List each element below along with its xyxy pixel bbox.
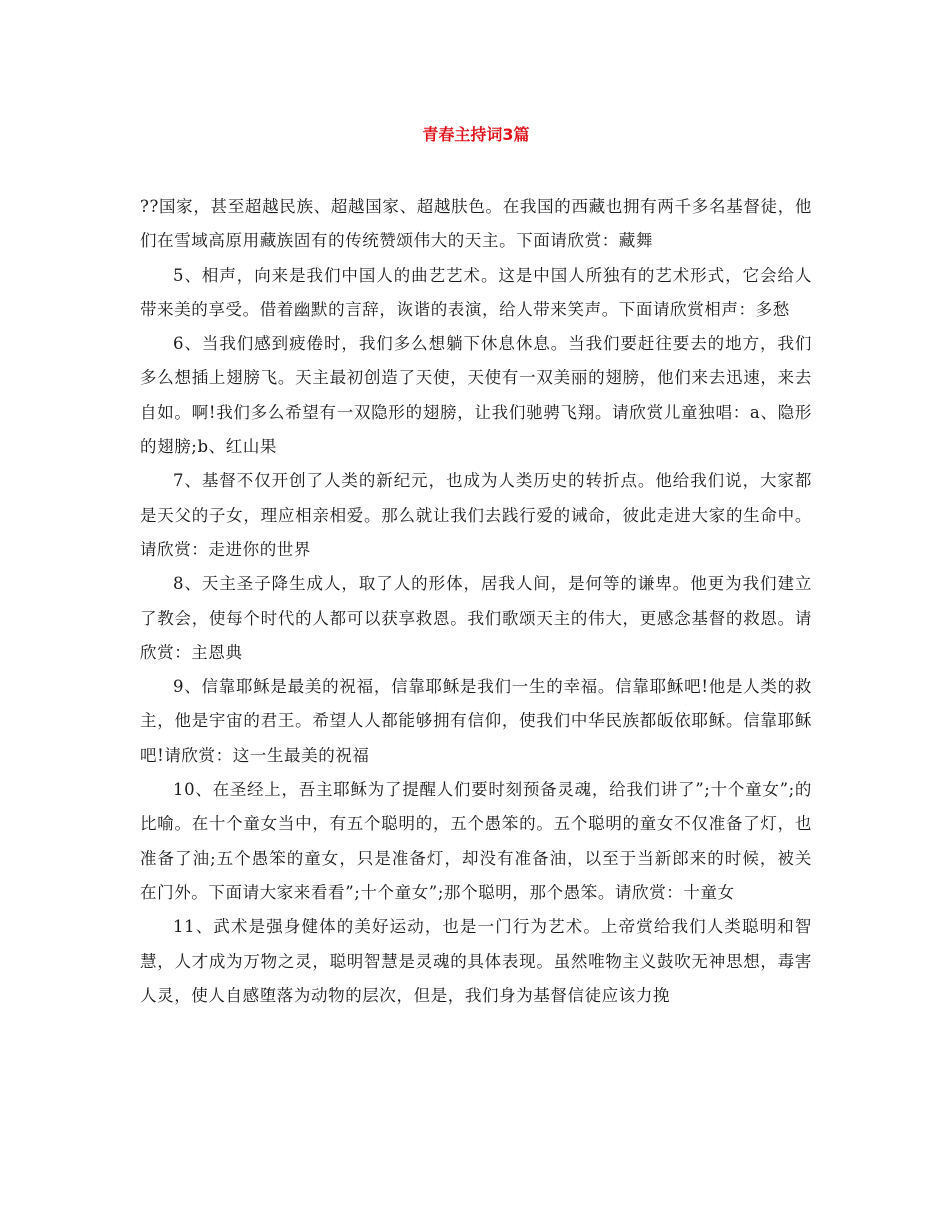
paragraph: 6、当我们感到疲倦时，我们多么想躺下休息休息。当我们要赶往要去的地方，我们多么想插上翅膀飞。天主最初创造了天使，天使有一双美丽的翅膀，他们来去迅速，来去自如。啊!我们多么希望有一双隐形的翅膀，让我们驰骋飞翔。请欣赏儿童独唱：a、隐形的翅膀;b、红山果 [140, 334, 812, 457]
document-body [140, 190, 812, 1013]
paragraph: 8、天主圣子降生成人，取了人的形体，居我人间，是何等的谦卑。他更为我们建立了教会，使每个时代的人都可以获享救恩。我们歌颂天主的伟大，更感念基督的救恩。请欣赏：主恩典 [140, 574, 812, 662]
paragraph: ??国家，甚至超越民族、超越国家、超越肤色。在我国的西藏也拥有两千多名基督徒，他们在雪域高原用藏族固有的传统赞颂伟大的天主。下面请欣赏：藏舞 [140, 197, 812, 251]
paragraph: 7、基督不仅开创了人类的新纪元，也成为人类历史的转折点。他给我们说，大家都是天父的子女，理应相亲相爱。那么就让我们去践行爱的诫命，彼此走进大家的生命中。请欣赏：走进你的世界 [140, 471, 812, 559]
paragraph: 10、在圣经上，吾主耶稣为了提醒人们要时刻预备灵魂，给我们讲了”;十个童女”;的比喻。在十个童女当中，有五个聪明的，五个愚笨的。五个聪明的童女不仅准备了灯，也准备了油;五个愚笨的童女，只是准备灯，却没有准备油，以至于当新郎来的时候，被关在门外。下面请大家来看看”;十个童女”;那个聪明，那个愚笨。请欣赏：十童女 [140, 780, 812, 902]
document-title: 青春主持词3篇 [422, 125, 530, 144]
paragraph: 5、相声，向来是我们中国人的曲艺艺术。这是中国人所独有的艺术形式，它会给人带来美的享受。借着幽默的言辞，诙谐的表演，给人带来笑声。下面请欣赏相声：多愁 [140, 265, 812, 319]
paragraph: 9、信靠耶稣是最美的祝福，信靠耶稣是我们一生的幸福。信靠耶稣吧!他是人类的救主，他是宇宙的君王。希望人人都能够拥有信仰，使我们中华民族都皈依耶稣。信靠耶稣吧!请欣赏：这一生最美的祝福 [140, 677, 812, 765]
paragraph: 11、武术是强身健体的美好运动，也是一门行为艺术。上帝赏给我们人类聪明和智慧，人才成为万物之灵，聪明智慧是灵魂的具体表现。虽然唯物主义鼓吹无神思想，毒害人灵，使人自感堕落为动物的层次，但是，我们身为基督信徒应该力挽 [140, 917, 812, 1005]
